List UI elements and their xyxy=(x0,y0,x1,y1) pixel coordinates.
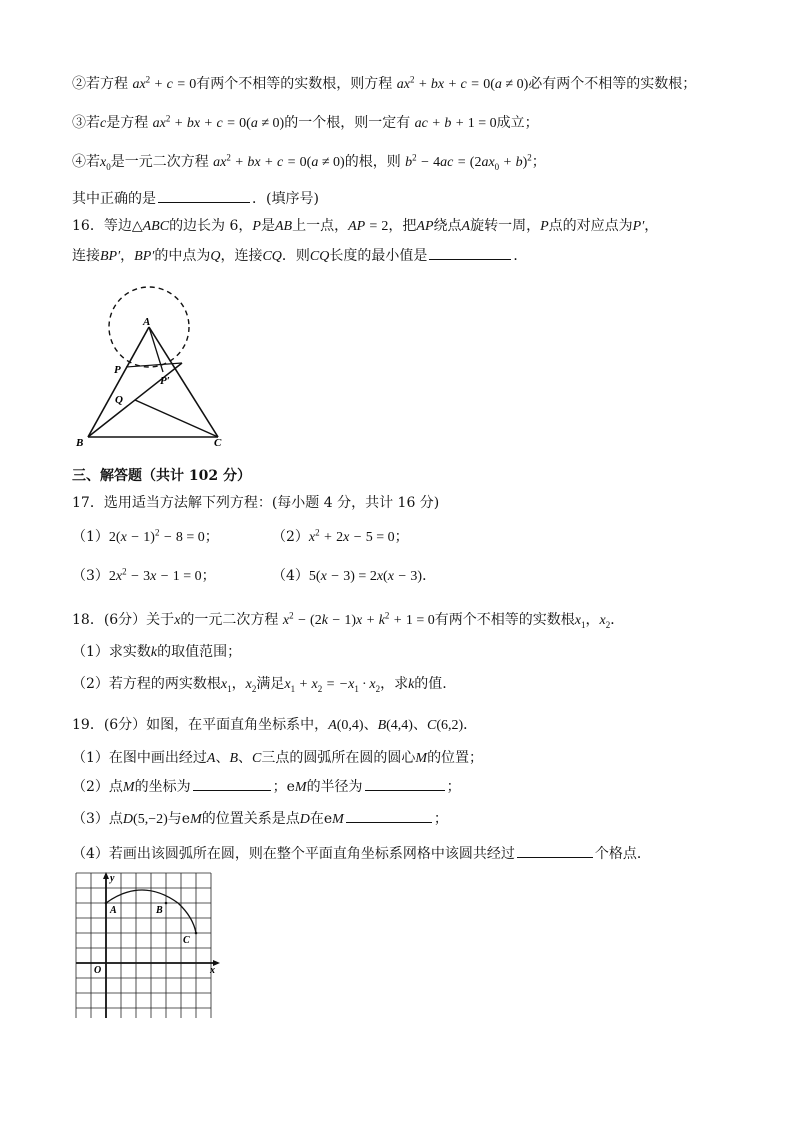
point-b xyxy=(165,902,168,905)
grid-lines xyxy=(76,873,211,1018)
q16-answer-blank[interactable] xyxy=(429,245,511,260)
q19-radius-blank[interactable] xyxy=(365,776,445,791)
q19-part1: （1）在图中画出经过A、B、C三点的圆弧所在圆的圆心M的位置； xyxy=(72,750,484,766)
q19-stem: 19．(6分）如图，在平面直角坐标系中，A(0,4)、B(4,4)、C(6,2)． xyxy=(72,717,478,733)
label-q: Q xyxy=(115,394,123,406)
q17-row2: $(3)2x^2 - 3x - 1 = 0$； xyxy=(72,566,216,584)
q16-figure xyxy=(74,285,244,450)
point-c xyxy=(195,932,198,935)
q19-part4: （4）若画出该圆弧所在圆，则在整个平面直角坐标系网格中该圆共经过 个格点． xyxy=(72,843,651,864)
q19-gridpoints-blank[interactable] xyxy=(517,843,593,858)
q15-item2: ②若方程 $ax^2 + c = 0$有两个不相等的实数根，则方程 $ax^2$ + bx + c = 0(a ≠ 0)必有两个不相等的实数根； xyxy=(72,74,697,92)
triangle-side-ab xyxy=(88,327,149,437)
label-o: O xyxy=(94,965,102,976)
label-p: P xyxy=(114,364,121,376)
q15-item3: ③若c是方程 $ax^2$ + bx + c = 0(a ≠ 0)的一个根，则一定有 ac + b + 1 = 0成立； xyxy=(72,113,539,131)
q17-row1-b: $(2)x^2 + 2x - 5 = 0$； xyxy=(272,527,409,545)
q17-title: 17．选用适当方法解下列方程：(每小题 4 分，共计 16 分) xyxy=(72,495,440,511)
label-c: C xyxy=(214,437,222,449)
section3-title: 三、解答题（共计 102 分） xyxy=(72,468,251,484)
q19-part2: （2）点M的坐标为 ；eM的半径为 ； xyxy=(72,776,461,798)
label-y: y xyxy=(110,873,115,884)
label-p-prime: P′ xyxy=(160,375,170,387)
point-a xyxy=(105,902,108,905)
label-a: A xyxy=(110,905,117,916)
q17-row1: $(1)2(x - 1)^2 - 8 = 0$； xyxy=(72,527,219,545)
q16-line1: 16．等边△ABC的边长为 6，P是AB上一点，AP = 2，把AP绕点A旋转一周，P点的对应点为P′， xyxy=(72,218,659,234)
q16-line2: 连接BP′，BP′的中点为Q，连接CQ．则CQ长度的最小值是 ． xyxy=(72,245,527,267)
q19-grid-figure xyxy=(70,872,222,1022)
q18-stem: 18．(6分）关于x的一元二次方程 $x^2 - (2k - 1)x + k^2 + 1 = 0$有两个不相等的实数根$x_1$，$x_2$． xyxy=(72,610,625,630)
q19-center-blank[interactable] xyxy=(193,776,271,791)
label-b: B xyxy=(76,437,84,449)
q15-answer: 其中正确的是 ．(填序号) xyxy=(72,188,319,209)
label-x: x xyxy=(210,965,215,976)
q19-part3: （3）点D(5,−2)与eM的位置关系是点D在eM ； xyxy=(72,808,448,830)
q19-position-blank[interactable] xyxy=(346,808,432,823)
q15-answer-blank[interactable] xyxy=(158,188,250,203)
label-b: B xyxy=(156,905,163,916)
q18-part2: （2）若方程的两实数根$x_1$，$x_2$满足$x_1 + x_2 = -x_1 \cdot x_2$，求k的值. xyxy=(72,676,447,694)
q15-item4: ④若$x_0$是一元二次方程 $ax^2$ + bx + c = 0(a ≠ 0)的根，则 $b^2 - 4ac = (2ax_0 + b)^2$； xyxy=(72,152,546,172)
label-a: A xyxy=(143,316,151,328)
label-c: C xyxy=(183,935,190,946)
q18-part1: （1）求实数k的取值范围； xyxy=(72,644,242,660)
q17-row2-b: （4）5(x − 3) = 2x(x − 3)． xyxy=(272,568,437,584)
